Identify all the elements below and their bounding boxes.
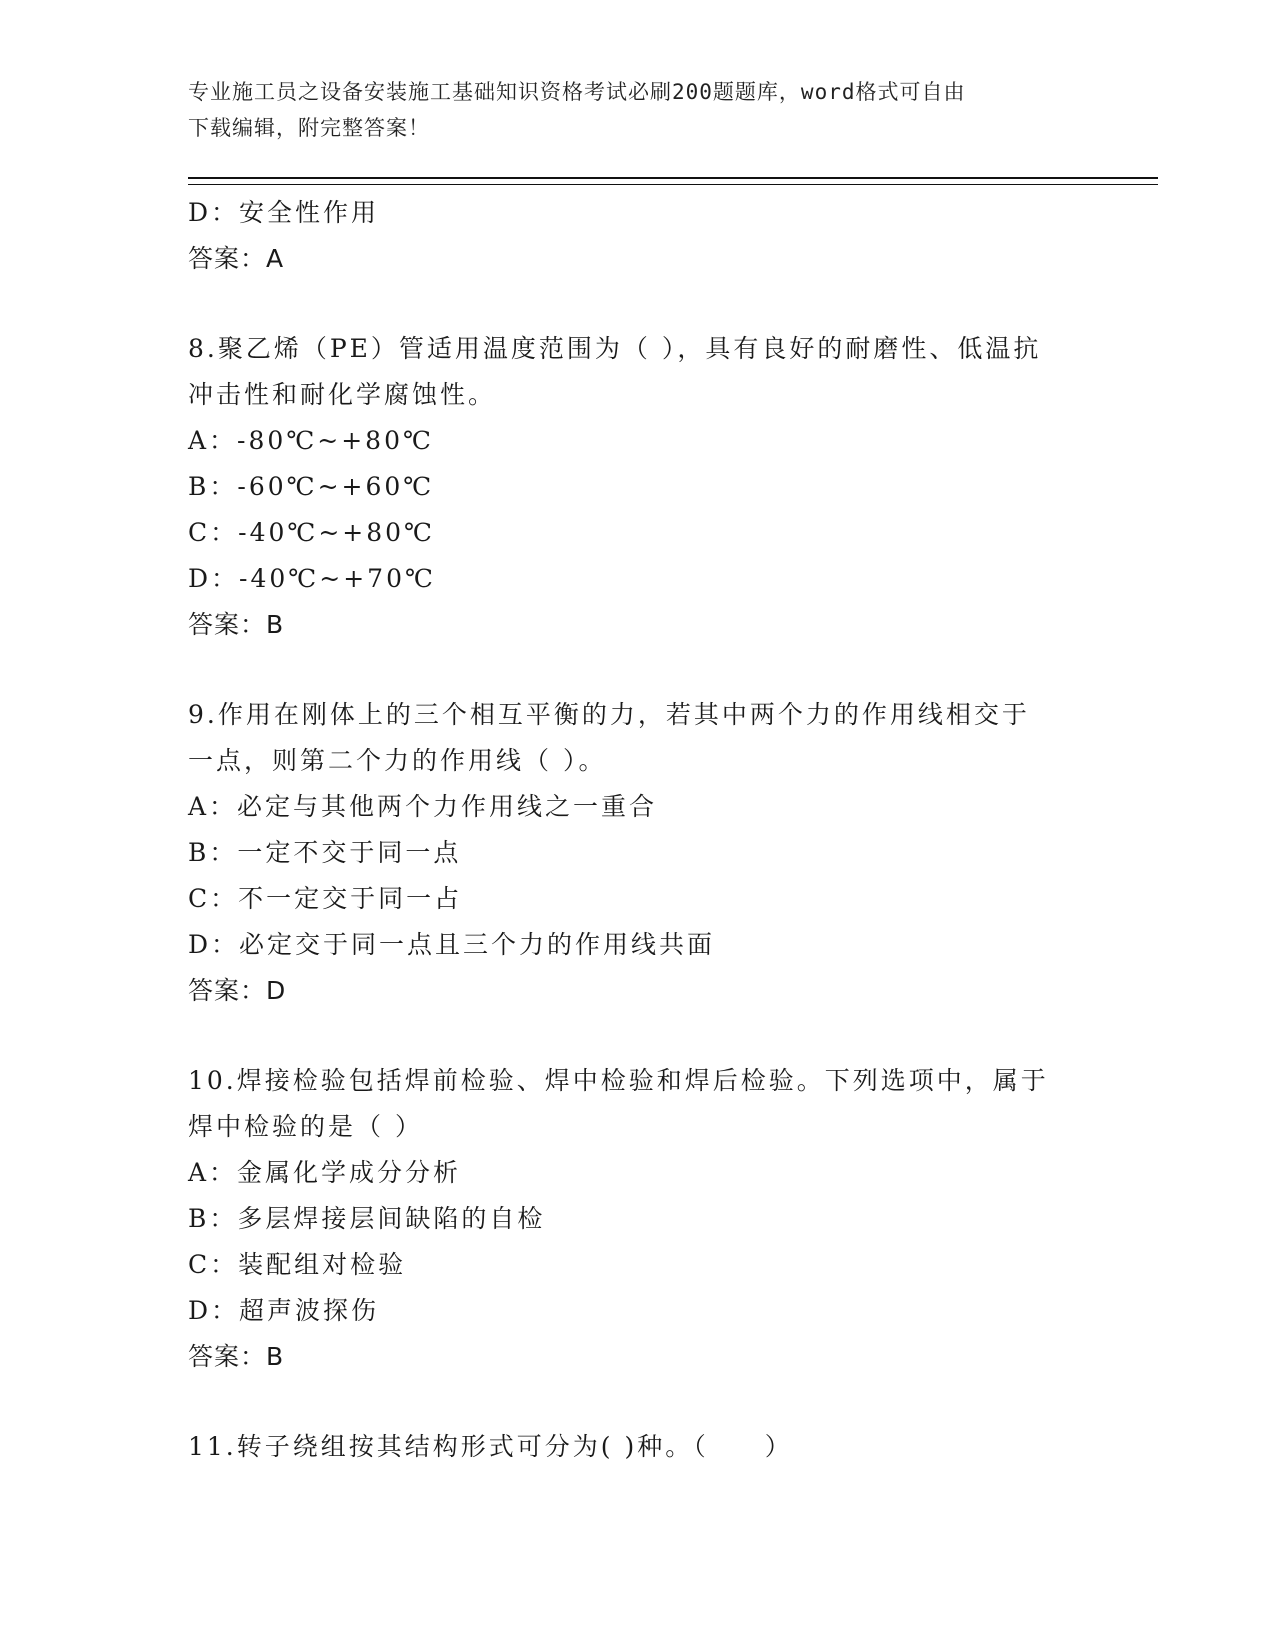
question-9-stem-line-2: 一点，则第二个力的作用线（ ）。 bbox=[188, 746, 607, 775]
question-10-option-b: B：多层焊接层间缺陷的自检 bbox=[188, 1204, 546, 1233]
question-8-stem-line-2: 冲击性和耐化学腐蚀性。 bbox=[188, 380, 497, 409]
q7-answer: 答案：A bbox=[188, 244, 285, 273]
question-8-option-b: B：-60℃~+60℃ bbox=[188, 472, 435, 501]
question-8-option-c: C：-40℃~+80℃ bbox=[188, 518, 436, 547]
question-9 bbox=[188, 692, 1088, 1014]
question-8-stem-line-1: 8.聚乙烯（PE）管适用温度范围为（ ），具有良好的耐磨性、低温抗 bbox=[188, 334, 1042, 363]
spacer bbox=[188, 1014, 1088, 1058]
question-10-option-a: A：金属化学成分分析 bbox=[188, 1158, 462, 1187]
question-9-option-b: B：一定不交于同一点 bbox=[188, 838, 462, 867]
question-10-option-d: D：超声波探伤 bbox=[188, 1296, 380, 1325]
question-8-option-a: A：-80℃~+80℃ bbox=[188, 426, 434, 455]
header-line-2: 下载编辑，附完整答案！ bbox=[188, 116, 430, 140]
question-11 bbox=[188, 1424, 1088, 1470]
question-9-stem-line-1: 9.作用在刚体上的三个相互平衡的力，若其中两个力的作用线相交于 bbox=[188, 700, 1030, 729]
question-10-stem-line-1: 10.焊接检验包括焊前检验、焊中检验和焊后检验。下列选项中，属于 bbox=[188, 1066, 1049, 1095]
document-header bbox=[188, 74, 1088, 146]
question-8-option-d: D：-40℃~+70℃ bbox=[188, 564, 436, 593]
question-11-stem-line-1: 11.转子绕组按其结构形式可分为( )种。（ ） bbox=[188, 1432, 793, 1461]
header-divider-thick bbox=[188, 177, 1158, 179]
question-9-option-a: A：必定与其他两个力作用线之一重合 bbox=[188, 792, 658, 821]
question-8 bbox=[188, 326, 1088, 648]
question-list bbox=[188, 190, 1088, 1470]
question-8-answer: 答案：B bbox=[188, 610, 285, 639]
question-10 bbox=[188, 1058, 1088, 1380]
spacer bbox=[188, 648, 1088, 692]
spacer bbox=[188, 1380, 1088, 1424]
question-10-stem-line-2: 焊中检验的是（ ） bbox=[188, 1112, 423, 1141]
question-10-option-c: C：装配组对检验 bbox=[188, 1250, 407, 1279]
q7-option-d: D：安全性作用 bbox=[188, 198, 380, 227]
header-divider-thin bbox=[188, 184, 1158, 185]
spacer bbox=[188, 282, 1088, 326]
question-9-answer: 答案：D bbox=[188, 976, 287, 1005]
question-10-answer: 答案：B bbox=[188, 1342, 285, 1371]
question-9-option-c: C：不一定交于同一占 bbox=[188, 884, 463, 913]
question-9-option-d: D：必定交于同一点且三个力的作用线共面 bbox=[188, 930, 716, 959]
header-line-1: 专业施工员之设备安装施工基础知识资格考试必刷200题题库，word格式可自由 bbox=[188, 80, 966, 104]
